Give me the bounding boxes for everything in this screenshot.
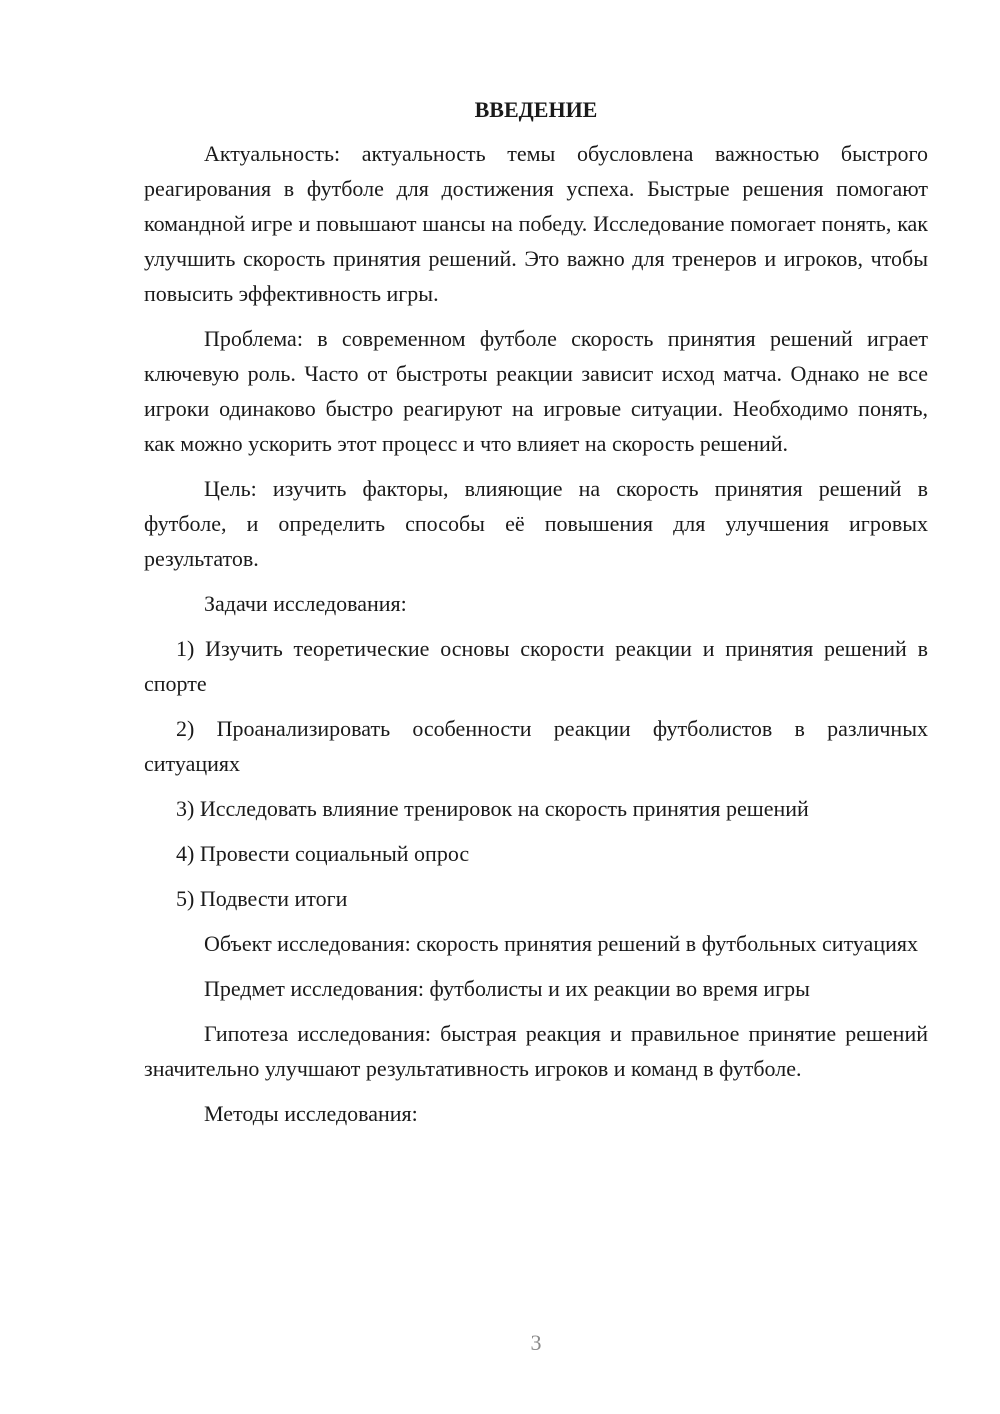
relevance-paragraph: Актуальность: актуальность темы обусловлена важностью быстрого реагирования в футболе для достижения успеха. Быстрые решения помогают командной игре и повышают шансы на победу. Исследование помогает понять, как улучшить скорость принятия решений. Это важно для тренеров и игроков, чтобы повысить эффективность игры. (144, 141, 928, 306)
object-paragraph: Объект исследования: скорость принятия решений в футбольных ситуациях (204, 931, 918, 956)
list-item: 3) Исследовать влияние тренировок на скорость принятия решений (176, 796, 809, 821)
page-number: 3 (530, 1330, 542, 1355)
document-page (144, 92, 928, 1141)
goal-paragraph: Цель: изучить факторы, влияющие на скорость принятия решений в футболе, и определить способы её повышения для улучшения игровых результатов. (144, 476, 928, 571)
methods-heading: Методы исследования: (204, 1101, 418, 1126)
list-item: 2) Проанализировать особенности реакции футболистов в различных ситуациях (144, 716, 928, 776)
list-item: 5) Подвести итоги (176, 886, 348, 911)
section-title: ВВЕДЕНИЕ (474, 97, 598, 122)
problem-paragraph: Проблема: в современном футболе скорость принятия решений играет ключевую роль. Часто от быстроты реакции зависит исход матча. Однако не все игроки одинаково быстро реагируют на игровые ситуации. Необходимо понять, как можно ускорить этот процесс и что влияет на скорость решений. (144, 326, 928, 456)
subject-paragraph: Предмет исследования: футболисты и их реакции во время игры (204, 976, 810, 1001)
tasks-list (144, 631, 928, 916)
tasks-heading: Задачи исследования: (204, 591, 407, 616)
list-item: 4) Провести социальный опрос (176, 841, 470, 866)
hypothesis-paragraph: Гипотеза исследования: быстрая реакция и правильное принятие решений значительно улучшают результативность игроков и команд в футболе. (144, 1021, 928, 1081)
list-item: 1) Изучить теоретические основы скорости реакции и принятия решений в спорте (144, 636, 928, 696)
